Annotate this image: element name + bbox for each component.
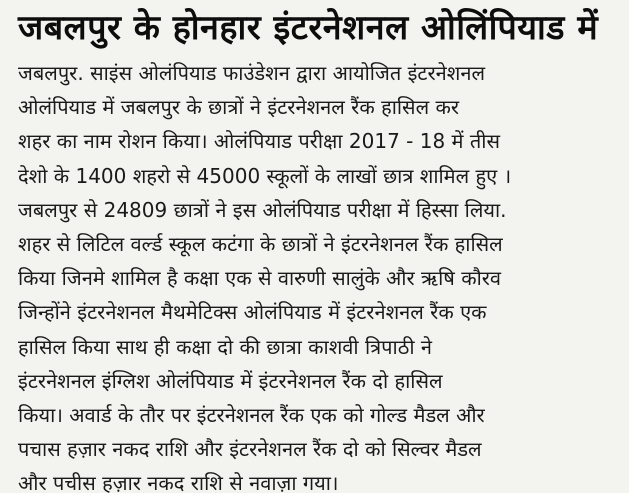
body-line: किया जिनमे शामिल है कक्षा एक से वारुणी सालुंके और ऋषि कौरव [18, 266, 502, 291]
article-body [18, 56, 615, 493]
headline: जबलपुर के होनहार इंटरनेशनल ओलिंपियाड में [18, 8, 599, 48]
body-line: देशो के 1400 शहरो से 45000 स्कूलों के लाखों छात्र शामिल हुए । [18, 163, 512, 188]
body-line: ओलंपियाड में जबलपुर के छात्रों ने इंटरनेशनल रैंक हासिल कर [18, 95, 460, 120]
body-line: जबलपुर से 24809 छात्रों ने इस ओलंपियाड परीक्षा में हिस्सा लिया. [18, 197, 507, 222]
body-line: शहर का नाम रोशन किया। ओलंपियाड परीक्षा 2017 - 18 में तीस [18, 129, 500, 154]
body-line: और पचीस हज़ार नकद राशि से नवाज़ा गया। [18, 471, 339, 493]
body-line: हासिल किया साथ ही कक्षा दो की छात्रा काशवी त्रिपाठी ने [18, 334, 432, 359]
body-line: किया। अवार्ड के तौर पर इंटरनेशनल रैंक एक को गोल्ड मैडल और [18, 403, 485, 428]
body-line: पचास हज़ार नकद राशि और इंटरनेशनल रैंक दो को सिल्वर मैडल [18, 437, 482, 462]
body-line: जबलपुर. साइंस ओलंपियाड फाउंडेशन द्वारा आयोजित इंटरनेशनल [18, 61, 486, 85]
body-line: जिन्होंने इंटरनेशनल मैथमेटिक्स ओलंपियाड में इंटरनेशनल रैंक एक [18, 300, 487, 325]
body-line: इंटरनेशनल इंग्लिश ओलंपियाड में इंटरनेशनल रैंक दो हासिल [18, 368, 443, 393]
body-line: शहर से लिटिल वर्ल्ड स्कूल कटंगा के छात्रों ने इंटरनेशनल रैंक हासिल [18, 232, 503, 257]
